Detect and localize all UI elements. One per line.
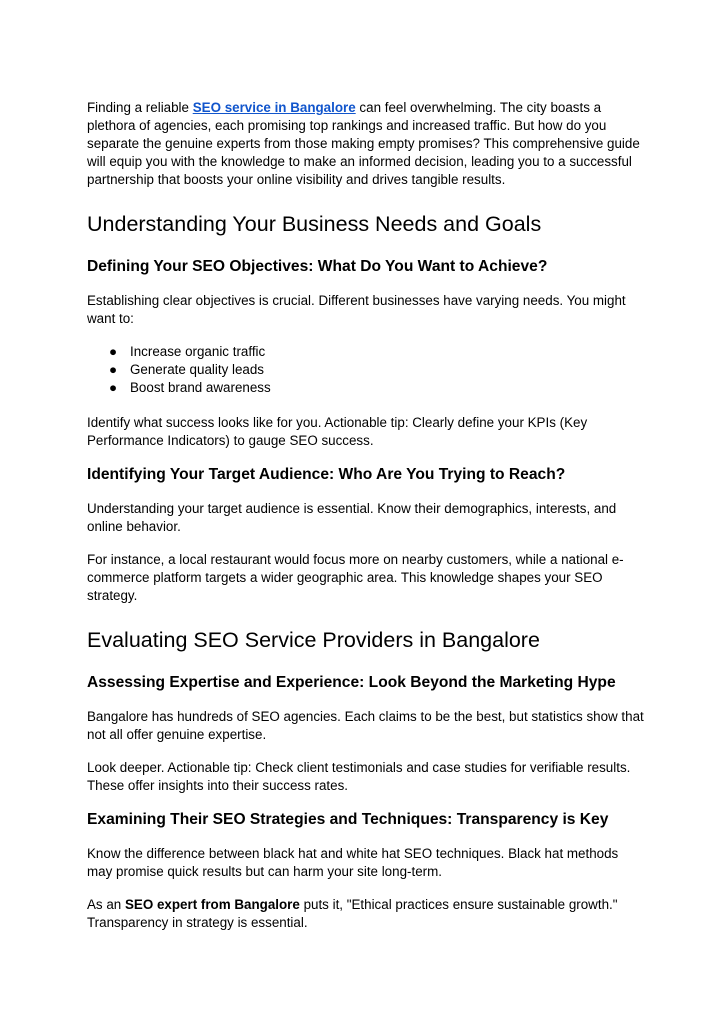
list-item	[87, 361, 647, 379]
subheading-seo-objectives: Defining Your SEO Objectives: What Do You Want to Achieve?	[87, 258, 548, 275]
list-item	[87, 379, 647, 397]
paragraph-testimonials-tip: Look deeper. Actionable tip: Check client testimonials and case studies for verifiable results. These offer insights into their success rates.	[87, 760, 631, 793]
intro-paragraph	[87, 99, 647, 189]
paragraph-agencies: Bangalore has hundreds of SEO agencies. Each claims to be the best, but statistics show that not all offer genuine expertise.	[87, 709, 644, 742]
list-item-text: Generate quality leads	[130, 362, 264, 377]
list-item	[87, 343, 647, 361]
subheading-strategies: Examining Their SEO Strategies and Techniques: Transparency is Key	[87, 811, 609, 828]
section-heading-business-needs: Understanding Your Business Needs and Goals	[87, 212, 542, 236]
intro-text-prefix: Finding a reliable	[87, 100, 193, 115]
bullet-icon: ●	[109, 380, 118, 395]
seo-expert-bold: SEO expert from Bangalore	[124, 897, 300, 912]
seo-service-link[interactable]: SEO service in Bangalore	[192, 100, 356, 115]
bullet-icon: ●	[109, 344, 118, 359]
quote-text-prefix: As an	[87, 897, 125, 912]
intro-text-suffix: can feel overwhelming. The city boasts a plethora of agencies, each promising top rankings and increased traffic. But how do you separate the genuine experts from those making empty promises? This comprehensive guide will equip you with the knowledge to make an informed decision, leading you to a successful partnership that boosts your online visibility and drives tangible results.	[87, 100, 640, 187]
paragraph-audience-example: For instance, a local restaurant would focus more on nearby customers, while a national e-commerce platform targets a wider geographic area. This knowledge shapes your SEO strategy.	[87, 552, 624, 603]
objectives-list	[87, 343, 647, 397]
quote-text-suffix: puts it, "Ethical practices ensure sustainable growth." Transparency in strategy is essential.	[87, 897, 618, 930]
list-item-text: Increase organic traffic	[130, 344, 266, 359]
paragraph-expert-quote	[87, 896, 647, 932]
section-heading-evaluating-providers: Evaluating SEO Service Providers in Bangalore	[87, 628, 540, 652]
paragraph-objectives: Establishing clear objectives is crucial. Different businesses have varying needs. You might want to:	[87, 293, 626, 326]
list-item-text: Boost brand awareness	[130, 380, 271, 395]
bullet-icon: ●	[109, 362, 118, 377]
subheading-target-audience: Identifying Your Target Audience: Who Are You Trying to Reach?	[87, 466, 566, 483]
document-body	[87, 99, 647, 947]
paragraph-techniques: Know the difference between black hat and white hat SEO techniques. Black hat methods may promise quick results but can harm your site long-term.	[87, 846, 619, 879]
paragraph-audience: Understanding your target audience is essential. Know their demographics, interests, and online behavior.	[87, 501, 617, 534]
paragraph-kpi-tip: Identify what success looks like for you. Actionable tip: Clearly define your KPIs (Key Performance Indicators) to gauge SEO success.	[87, 415, 588, 448]
subheading-expertise: Assessing Expertise and Experience: Look Beyond the Marketing Hype	[87, 674, 616, 691]
